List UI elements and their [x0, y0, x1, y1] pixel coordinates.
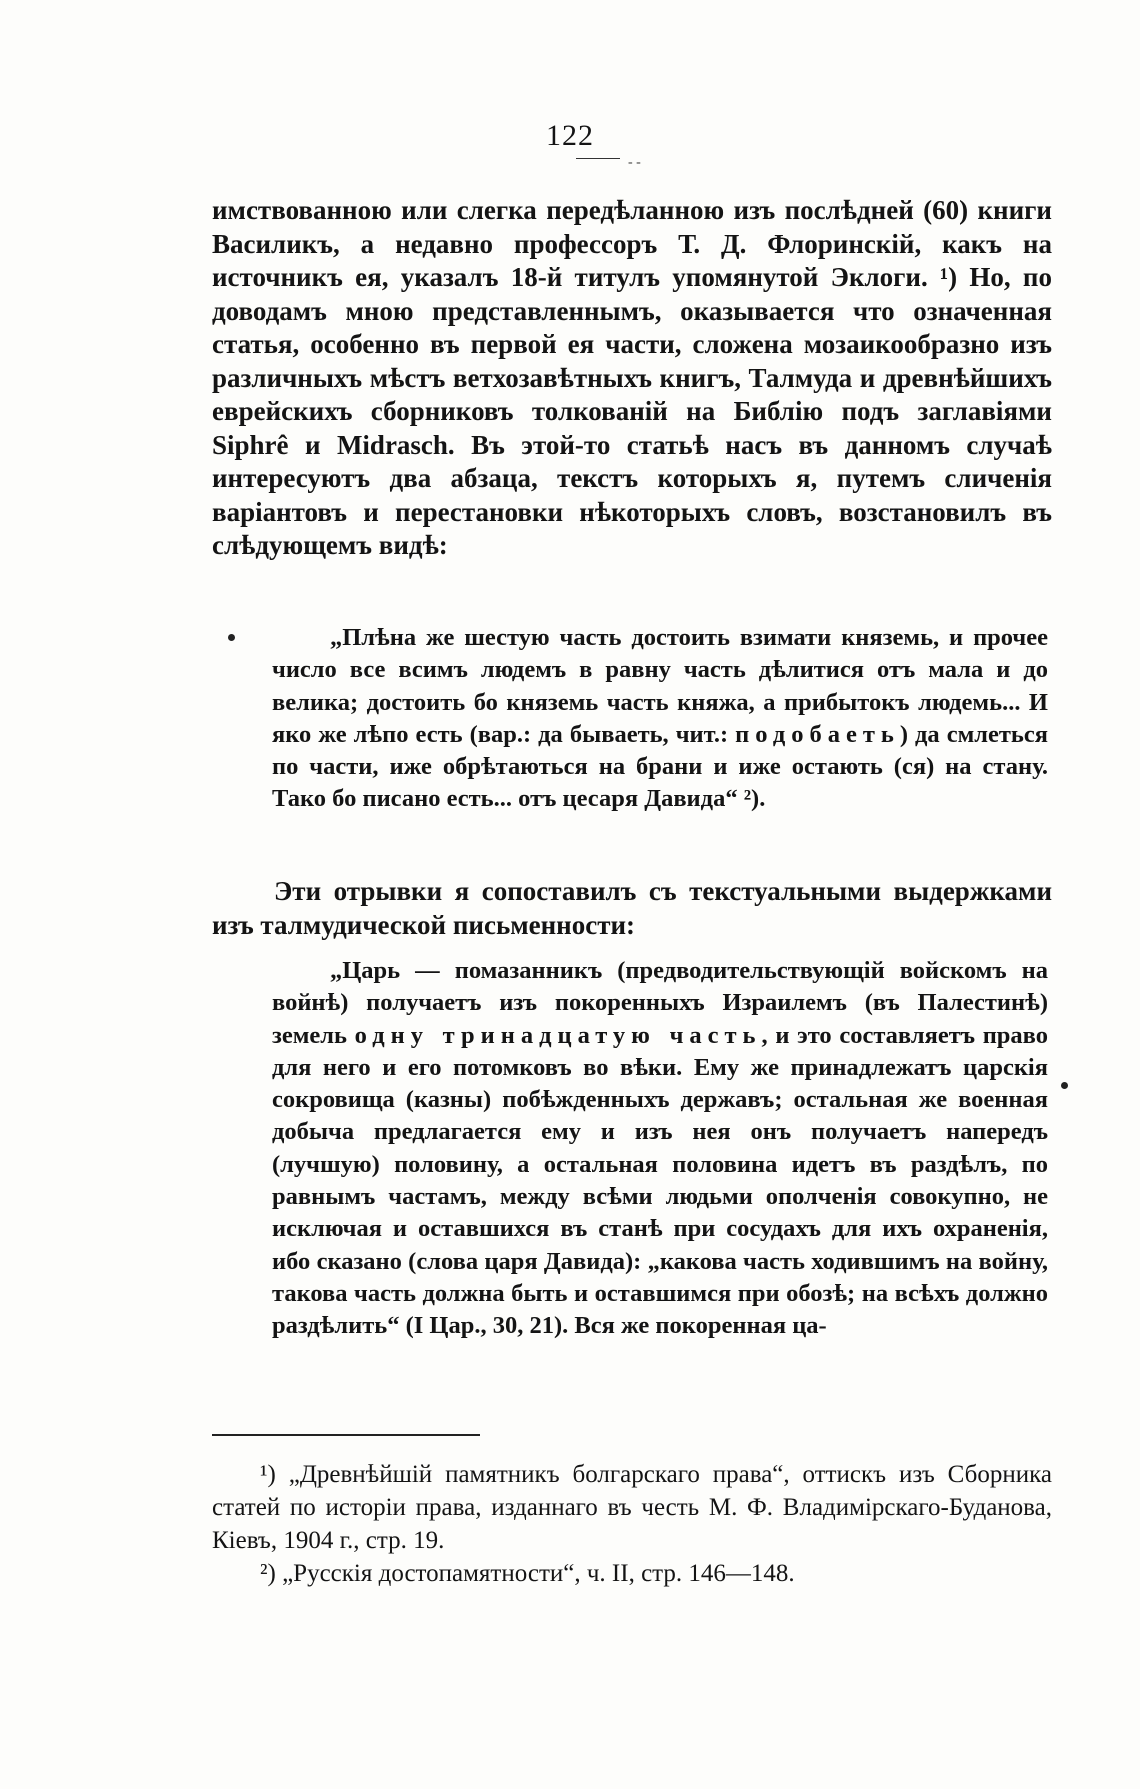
quote-1-spaced-word: подобаеть [735, 720, 900, 748]
quote-1-part-b: ) да смлеться по части, иже обрѣтаються на брани и иже остають (ся) на стану. Тако бо писано есть... отъ цесаря Давида“ ²). [272, 720, 1048, 813]
page-number-underline [576, 158, 620, 159]
quote-2-part-b: , и это составляетъ право для него и его потомковъ во вѣки. Ему же принадлежатъ царскія сокровища (казны) побѣжденныхъ державъ; остальная же военная добыча предлагается ему и изъ нея онъ получаетъ напередъ (лучшую) половину, а остальная половина идетъ въ раздѣлъ, по равнымъ частамъ, между всѣми людьми ополченія совокупно, не исключая и оставшихся въ станѣ при сосудахъ для ихъ охраненія, ибо сказано (слова царя Давида): „какова часть ходившимъ на войну, такова часть должна быть и оставшимся при обозѣ; на всѣхъ должно раздѣлить“ (I Цар., 30, 21). Вся же покоренная ца- [272, 1021, 1048, 1340]
margin-dot-left [228, 634, 235, 641]
quote-2-part-a: „Царь — помазанникъ (предводительствующій войскомъ на войнѣ) получаетъ изъ покоренныхъ Израилемъ (въ Палестинѣ) земель [272, 957, 1048, 1049]
quote-2-spaced-phrase: одну тринадцатую часть [354, 1021, 762, 1049]
quote-1-part-a: „Плѣна же шестую часть достоить взимати княземь, и прочее число все всимъ людемъ в равну часть дѣлитися отъ мала и до велика; достоить бо княземь часть княжа, а прибытокъ людемь... И яко же лѣпо есть (вар.: да бываеть, чит.: [272, 624, 1048, 748]
paragraph-1: имствованною или слегка передѣланною изъ послѣдней (60) книги Василикъ, а недавно профессоръ Т. Д. Флоринскій, какъ на источникъ ея, указалъ 18-й титулъ упомянутой Эклоги. ¹) Но, по доводамъ мною представленнымъ, оказывается что означенная статья, особенно въ первой ея части, сложена мозаикообразно изъ различныхъ мѣстъ ветхозавѣтныхъ книгъ, Талмуда и древнѣйшихъ еврейскихъ сборниковъ толкованій на Библію подъ заглавіями Siphrê и Midrasch. Въ этой-то статьѣ насъ въ данномъ случаѣ интересуютъ два абзаца, текстъ которыхъ я, путемъ сличенія варіантовъ и перестановки нѣкоторыхъ словъ, возстановилъ въ слѣдующемъ видѣ: [212, 195, 1052, 560]
quote-2 [272, 955, 1048, 1343]
page-number-dash: - - [628, 155, 641, 170]
paragraph-2: Эти отрывки я сопоставилъ съ текстуальными выдержками изъ талмудической письменности: [212, 876, 1052, 940]
footnote-1: ¹) „Древнѣйшій памятникъ болгарскаго права“, оттискъ изъ Сборника статей по исторіи права, изданнаго въ честь М. Ф. Владимірскаго-Буданова, Кіевъ, 1904 г., стр. 19. [212, 1461, 1052, 1554]
footnotes [212, 1458, 1052, 1590]
margin-dot-right [1061, 1082, 1068, 1089]
body-text [212, 194, 1052, 563]
footnote-2: ²) „Русскія достопамятности“, ч. II, стр. 146—148. [260, 1560, 795, 1587]
footnote-rule [212, 1434, 480, 1436]
quote-1 [272, 622, 1048, 816]
middle-paragraph [212, 874, 1052, 942]
page-number: 122 [546, 119, 594, 152]
